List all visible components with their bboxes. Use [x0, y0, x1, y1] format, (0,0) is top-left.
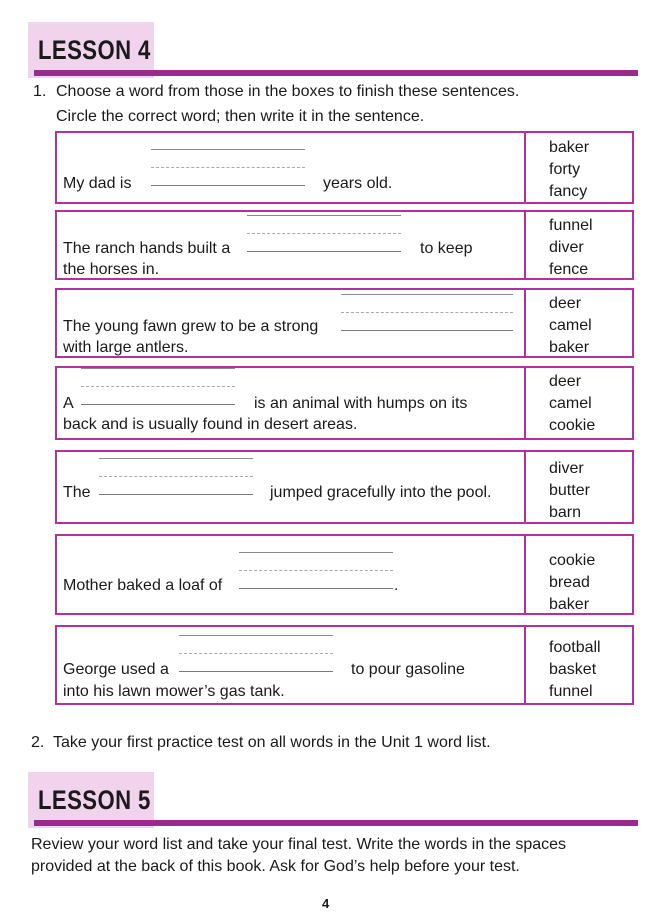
word-choice[interactable]: baker — [549, 339, 590, 356]
page-number: 4 — [322, 896, 330, 911]
sentence-after: to pour gasoline — [351, 661, 465, 678]
card-divider — [524, 212, 526, 278]
sentence-line-2: the horses in. — [63, 261, 160, 278]
sentence-before: My dad is — [63, 175, 132, 192]
sentence-before: George used a — [63, 661, 169, 678]
question-card-1 — [55, 131, 634, 204]
question-card-3 — [55, 288, 634, 358]
answer-blank[interactable] — [81, 368, 235, 408]
question-card-4 — [55, 366, 634, 440]
word-choice[interactable]: diver — [549, 239, 584, 256]
word-choice[interactable]: forty — [549, 161, 581, 178]
lesson-4-title: LESSON 4 — [38, 35, 151, 65]
answer-blank[interactable] — [239, 552, 393, 592]
sentence-before: A — [63, 395, 74, 412]
word-choice[interactable]: butter — [549, 482, 590, 499]
word-choice[interactable]: camel — [549, 395, 592, 412]
lesson-4-rule — [34, 70, 638, 76]
sentence-after: to keep — [420, 240, 473, 257]
answer-blank[interactable] — [341, 294, 513, 334]
sentence-before: The young fawn grew to be a strong — [63, 318, 319, 335]
lesson-5-rule — [34, 820, 638, 826]
step-2-number: 2. — [31, 734, 45, 751]
word-choice[interactable]: cookie — [549, 417, 596, 434]
word-choice[interactable]: basket — [549, 661, 597, 678]
lesson-5-title: LESSON 5 — [38, 785, 151, 815]
instruction-number: 1. — [33, 83, 47, 100]
lesson-5-line-2: provided at the back of this book. Ask for God’s help before your test. — [31, 858, 520, 875]
instruction-line-2: Circle the correct word; then write it in the sentence. — [56, 108, 425, 125]
word-choice[interactable]: funnel — [549, 217, 593, 234]
word-choice[interactable]: deer — [549, 373, 582, 390]
word-choice[interactable]: camel — [549, 317, 592, 334]
word-choice[interactable]: funnel — [549, 683, 593, 700]
card-divider — [524, 290, 526, 356]
question-card-7 — [55, 625, 634, 705]
sentence-line-2: with large antlers. — [63, 339, 189, 356]
answer-blank[interactable] — [247, 215, 401, 255]
sentence-after: jumped gracefully into the pool. — [270, 484, 492, 501]
sentence-before: The ranch hands built a — [63, 240, 231, 257]
sentence-line-2: back and is usually found in desert areas. — [63, 416, 358, 433]
card-divider — [524, 452, 526, 522]
question-card-2 — [55, 210, 634, 280]
word-choice[interactable]: bread — [549, 574, 590, 591]
sentence-before: The — [63, 484, 91, 501]
word-choice[interactable]: cookie — [549, 552, 596, 569]
sentence-before: Mother baked a loaf of — [63, 577, 223, 594]
question-card-5 — [55, 450, 634, 524]
word-choice[interactable]: deer — [549, 295, 582, 312]
word-choice[interactable]: football — [549, 639, 601, 656]
word-choice[interactable]: barn — [549, 504, 582, 521]
lesson-5-line-1: Review your word list and take your final test. Write the words in the spaces — [31, 836, 567, 853]
sentence-after: is an animal with humps on its — [254, 395, 468, 412]
instruction-line-1: Choose a word from those in the boxes to finish these sentences. — [56, 83, 520, 100]
sentence-after: . — [394, 577, 399, 594]
word-choice[interactable]: diver — [549, 460, 584, 477]
word-choice[interactable]: fancy — [549, 183, 588, 200]
answer-blank[interactable] — [99, 458, 253, 498]
sentence-line-2: into his lawn mower’s gas tank. — [63, 683, 285, 700]
card-divider — [524, 368, 526, 438]
word-choice[interactable]: baker — [549, 139, 590, 156]
sentence-after: years old. — [323, 175, 393, 192]
card-divider — [524, 536, 526, 613]
answer-blank[interactable] — [151, 149, 305, 189]
answer-blank[interactable] — [179, 635, 333, 675]
card-divider — [524, 133, 526, 202]
step-2-text: Take your first practice test on all words in the Unit 1 word list. — [53, 734, 491, 751]
card-divider — [524, 627, 526, 703]
question-card-6 — [55, 534, 634, 615]
word-choice[interactable]: fence — [549, 261, 589, 278]
word-choice[interactable]: baker — [549, 596, 590, 613]
